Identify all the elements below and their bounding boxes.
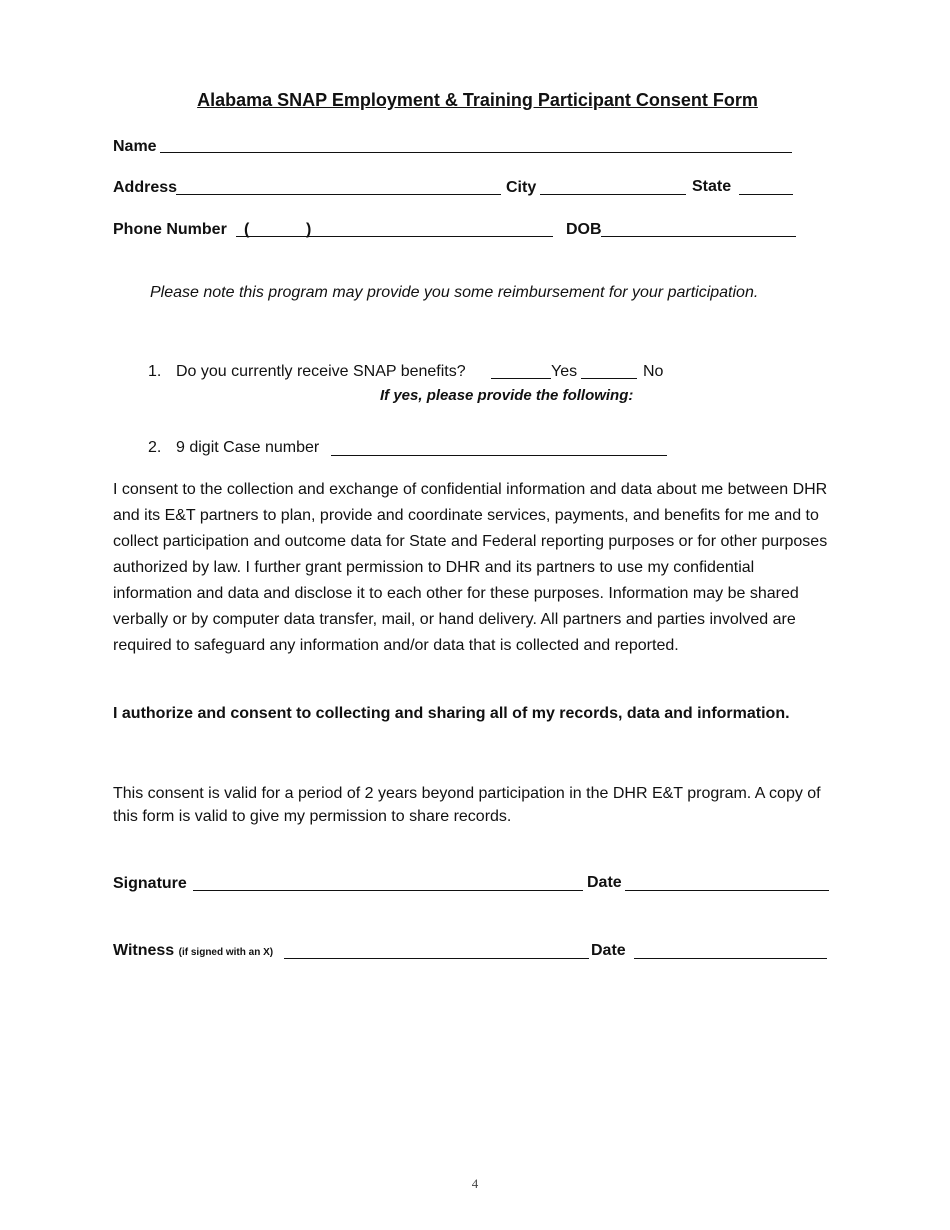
question-2-number: 2. (148, 439, 162, 456)
no-label: No (643, 363, 664, 380)
witness-field[interactable] (284, 958, 589, 959)
question-1-number: 1. (148, 363, 162, 380)
signature-label: Signature (113, 875, 187, 892)
page-number: 4 (471, 1176, 479, 1191)
state-field[interactable] (739, 194, 793, 195)
yes-label: Yes (551, 363, 578, 380)
snap-yes-field[interactable] (491, 378, 551, 379)
dob-label: DOB (566, 221, 602, 238)
name-field[interactable] (160, 152, 792, 153)
witness-note: (if signed with an X) (178, 947, 274, 958)
city-field[interactable] (540, 194, 686, 195)
dob-field[interactable] (601, 236, 796, 237)
phone-label: Phone Number (113, 221, 227, 238)
snap-no-field[interactable] (581, 378, 637, 379)
reimbursement-note: Please note this program may provide you some reimbursement for your participation. (150, 284, 759, 301)
state-label: State (692, 178, 732, 195)
validity-statement: This consent is valid for a period of 2 years beyond participation in the DHR E&T program. A copy of this form is valid to give my permission to share records. (113, 785, 821, 825)
question-2-text: 9 digit Case number (176, 439, 320, 456)
witness-label: Witness (113, 942, 175, 959)
consent-paragraph: I consent to the collection and exchange of confidential information and data about me between DHR and its E&T partners to plan, provide and coordinate services, payments, and benefits for me and to collect participation and outcome data for State and Federal reporting purposes or for other purposes authorized by law. I further grant permission to DHR and its partners to use my confidential information and data and disclose it to each other for these purposes. Information may be shared verbally or by computer data transfer, mail, or hand delivery. All partners and parties involved are required to safeguard any information and/or data that is collected and reported. (113, 481, 828, 654)
phone-paren-close: ) (306, 221, 312, 238)
witness-date-field[interactable] (634, 958, 827, 959)
phone-field[interactable] (236, 236, 553, 237)
address-field[interactable] (176, 194, 501, 195)
form-title: Alabama SNAP Employment & Training Participant Consent Form (197, 90, 758, 110)
if-yes-note: If yes, please provide the following: (380, 387, 634, 404)
signature-date-field[interactable] (625, 890, 829, 891)
name-label: Name (113, 138, 157, 155)
case-number-field[interactable] (331, 455, 667, 456)
authorization-statement: I authorize and consent to collecting and sharing all of my records, data and information. (113, 705, 790, 722)
phone-paren-open: ( (244, 221, 250, 238)
city-label: City (506, 179, 537, 196)
signature-date-label: Date (587, 874, 622, 891)
question-1-text: Do you currently receive SNAP benefits? (176, 363, 466, 380)
address-label: Address (113, 179, 178, 196)
witness-date-label: Date (591, 942, 626, 959)
witness-label-group (113, 942, 273, 960)
signature-field[interactable] (193, 890, 583, 891)
